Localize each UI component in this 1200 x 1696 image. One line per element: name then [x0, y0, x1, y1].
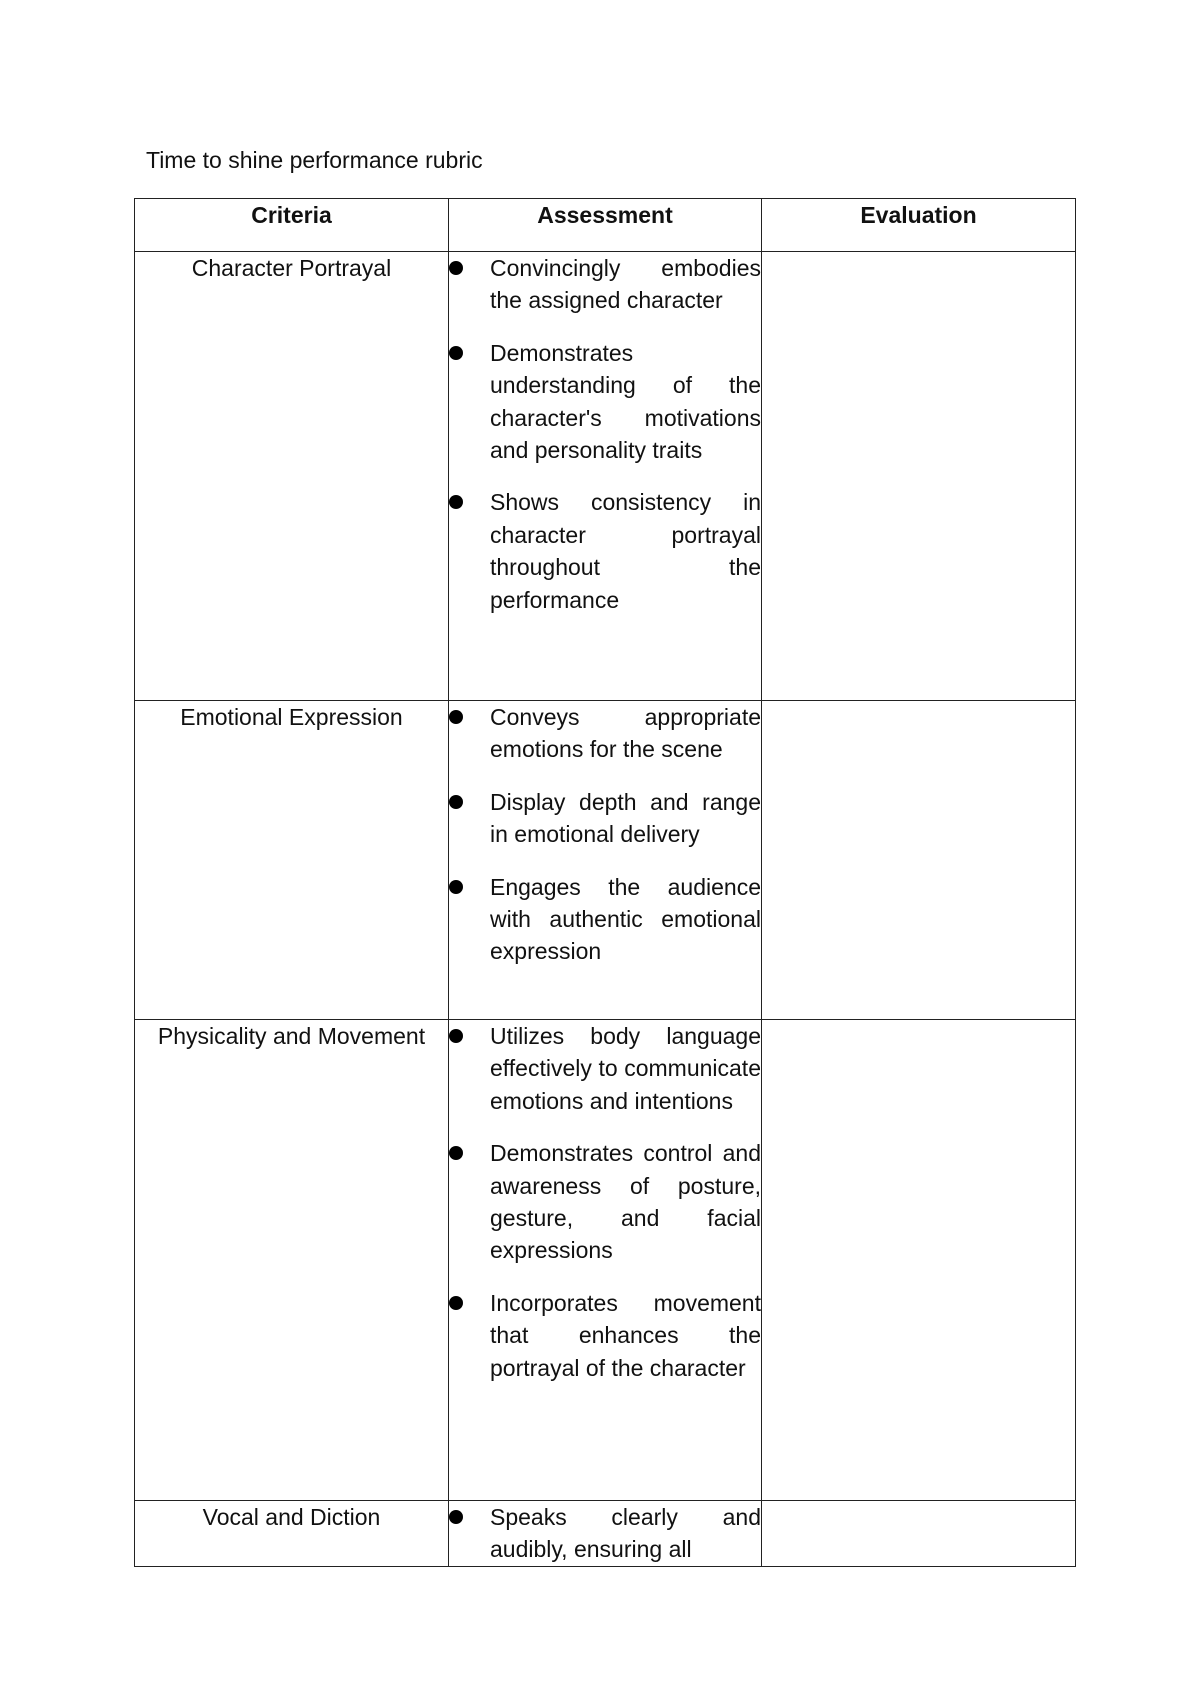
- criteria-cell: Emotional Expression: [135, 701, 449, 1020]
- assessment-text: Utilizes body language effectively to communicate emotions and intentions: [490, 1023, 761, 1114]
- table-row: [135, 1501, 1076, 1567]
- table-row: [135, 252, 1076, 701]
- header-assessment: Assessment: [449, 199, 762, 252]
- assessment-point: [449, 1287, 761, 1384]
- assessment-list: [449, 1501, 761, 1566]
- bullet-icon: [449, 1510, 463, 1524]
- header-criteria: Criteria: [135, 199, 449, 252]
- evaluation-cell[interactable]: [762, 1020, 1076, 1501]
- criteria-cell: Physicality and Movement: [135, 1020, 449, 1501]
- header-evaluation: Evaluation: [762, 199, 1076, 252]
- assessment-point: [449, 1020, 761, 1117]
- page-title: Time to shine performance rubric: [146, 147, 483, 173]
- evaluation-cell[interactable]: [762, 701, 1076, 1020]
- rubric-table: [134, 198, 1076, 1567]
- assessment-text: Demonstrates understanding of the character's motivations and personality traits: [490, 339, 761, 464]
- bullet-icon: [449, 495, 463, 509]
- bullet-icon: [449, 1296, 463, 1310]
- assessment-text: Demonstrates control and awareness of posture, gesture, and facial expressions: [490, 1140, 761, 1264]
- assessment-point: [449, 337, 761, 467]
- assessment-cell: [449, 1020, 762, 1501]
- criteria-cell: Vocal and Diction: [135, 1501, 449, 1567]
- bullet-icon: [449, 880, 463, 894]
- evaluation-cell[interactable]: [762, 1501, 1076, 1567]
- assessment-text: Shows consistency in character portrayal throughout the performance: [490, 489, 761, 613]
- assessment-cell: [449, 1501, 762, 1567]
- table-row: [135, 701, 1076, 1020]
- assessment-list: [449, 1020, 761, 1384]
- bullet-icon: [449, 346, 463, 360]
- assessment-point: [449, 786, 761, 851]
- assessment-point: [449, 871, 761, 968]
- assessment-point: [449, 252, 761, 317]
- assessment-text: Convincingly embodies the assigned character: [490, 255, 761, 314]
- assessment-text: Speaks clearly and audibly, ensuring all: [490, 1504, 761, 1563]
- assessment-point: [449, 486, 761, 616]
- header-row: [135, 199, 1076, 252]
- assessment-list: [449, 252, 761, 616]
- bullet-icon: [449, 1029, 463, 1043]
- assessment-cell: [449, 252, 762, 701]
- assessment-text: Conveys appropriate emotions for the scene: [490, 704, 761, 763]
- assessment-cell: [449, 701, 762, 1020]
- assessment-point: [449, 1137, 761, 1267]
- assessment-point: [449, 701, 761, 766]
- assessment-list: [449, 701, 761, 968]
- criteria-cell: Character Portrayal: [135, 252, 449, 701]
- assessment-text: Engages the audience with authentic emotional expression: [490, 873, 761, 965]
- bullet-icon: [449, 261, 463, 275]
- assessment-text: Display depth and range in emotional delivery: [490, 788, 761, 848]
- bullet-icon: [449, 795, 463, 809]
- assessment-text: Incorporates movement that enhances the portrayal of the character: [490, 1289, 761, 1381]
- table-row: [135, 1020, 1076, 1501]
- bullet-icon: [449, 710, 463, 724]
- bullet-icon: [449, 1146, 463, 1160]
- assessment-point: [449, 1501, 761, 1566]
- evaluation-cell[interactable]: [762, 252, 1076, 701]
